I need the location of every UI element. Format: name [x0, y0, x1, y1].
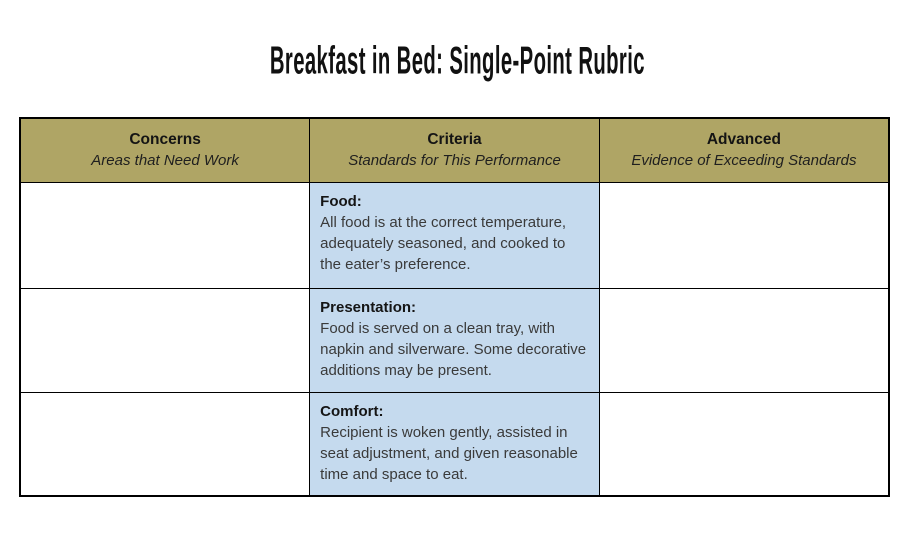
advanced-cell-presentation — [599, 288, 889, 392]
concerns-cell-comfort — [20, 392, 310, 496]
rubric-row-presentation — [20, 288, 889, 392]
page-title-text: Breakfast in Bed: Single-Point Rubric — [269, 37, 646, 83]
header-row — [20, 118, 889, 182]
concerns-cell-presentation — [20, 288, 310, 392]
rubric-table — [19, 117, 890, 497]
rubric-row-comfort — [20, 392, 889, 496]
header-criteria-title: Criteria — [427, 131, 482, 149]
advanced-cell-food — [599, 182, 889, 288]
header-concerns-subtitle: Areas that Need Work — [91, 152, 239, 170]
page-title — [0, 34, 915, 86]
header-advanced-subtitle: Evidence of Exceeding Standards — [631, 152, 857, 170]
criteria-text-presentation: Food is served on a clean tray, with napkin and silverware. Some decorative additions may be present. — [320, 319, 587, 379]
criteria-text-food: All food is at the correct temperature, adequately seasoned, and cooked to the eater’s preference. — [320, 213, 567, 273]
criteria-label-comfort: Comfort: — [320, 402, 384, 420]
advanced-cell-comfort — [599, 392, 889, 496]
criteria-cell-food — [310, 182, 600, 288]
header-cell-concerns — [20, 118, 310, 182]
header-criteria-subtitle: Standards for This Performance — [348, 152, 561, 170]
header-advanced-title: Advanced — [706, 131, 781, 149]
header-cell-criteria — [310, 118, 600, 182]
criteria-text-comfort: Recipient is woken gently, assisted in seat adjustment, and given reasonable time and space to eat. — [320, 423, 578, 483]
rubric-row-food — [20, 182, 889, 288]
criteria-cell-comfort — [310, 392, 600, 496]
criteria-cell-presentation — [310, 288, 600, 392]
criteria-label-food: Food: — [320, 192, 362, 210]
header-cell-advanced — [599, 118, 889, 182]
header-concerns-title: Concerns — [129, 131, 201, 149]
concerns-cell-food — [20, 182, 310, 288]
criteria-label-presentation: Presentation: — [320, 298, 417, 316]
